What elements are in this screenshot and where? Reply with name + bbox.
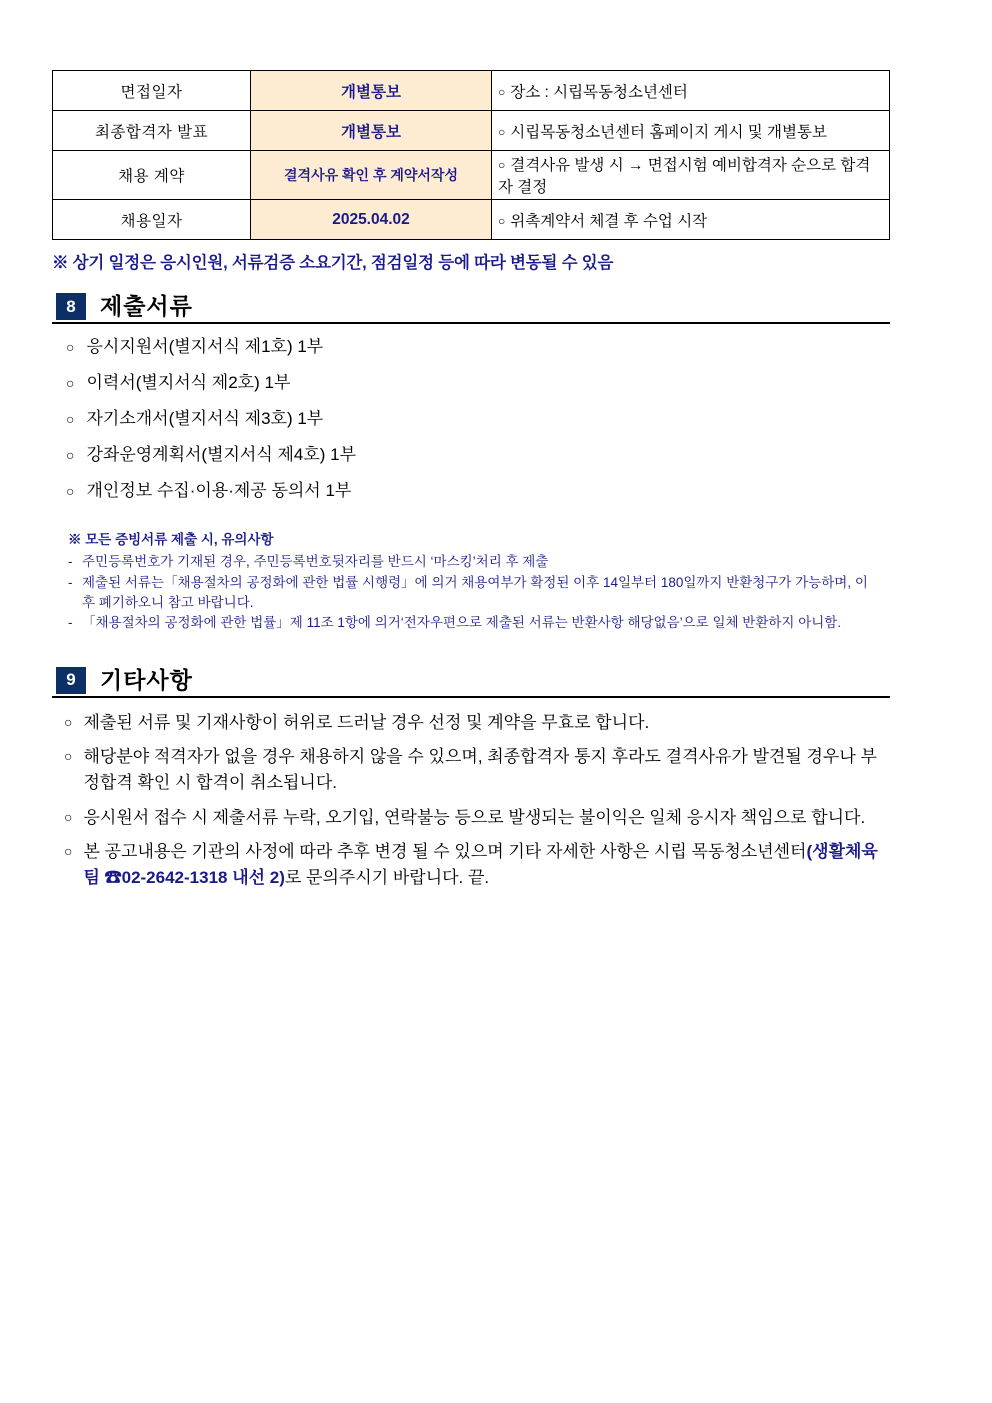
section-number-badge: 9 xyxy=(56,667,86,694)
list-item xyxy=(66,446,940,465)
circle-bullet-icon: ○ xyxy=(64,808,73,825)
section-title: 제출서류 xyxy=(100,293,193,319)
dash-bullet-icon: - xyxy=(68,554,73,570)
list-item xyxy=(64,744,940,797)
schedule-label: 채용 계약 xyxy=(53,151,251,200)
circle-bullet-icon: ○ xyxy=(64,713,73,730)
schedule-value: 개별통보 xyxy=(251,71,492,111)
caution-title: ※ 모든 증빙서류 제출 시, 유의사항 xyxy=(68,532,274,548)
caution-text: 주민등록번호가 기재된 경우, 주민등록번호뒷자리를 반드시 ‘마스킹’처리 후 제출 xyxy=(82,554,549,570)
schedule-note xyxy=(492,200,890,240)
list-item-label: 해당분야 적격자가 없을 경우 채용하지 않을 수 있으며, 최종합격자 통지 후라도 결격사유가 발견될 경우나 부정합격 확인 시 합격이 취소됩니다. xyxy=(83,747,877,793)
schedule-table xyxy=(52,70,890,240)
schedule-note-text: 위촉계약서 체결 후 수업 시작 xyxy=(510,212,708,230)
section-header xyxy=(52,293,890,324)
schedule-value: 2025.04.02 xyxy=(251,200,492,240)
list-item xyxy=(68,573,940,612)
dash-bullet-icon: - xyxy=(68,575,73,591)
dash-bullet-icon: - xyxy=(68,615,73,631)
section-header xyxy=(52,667,890,698)
list-item-label xyxy=(83,839,883,892)
table-row xyxy=(53,71,890,111)
circle-bullet-icon: ○ xyxy=(66,339,75,355)
section-number-badge: 8 xyxy=(56,293,86,320)
list-item-label: 강좌운영계획서(별지서식 제4호) 1부 xyxy=(86,444,357,464)
contact-post-text: 로 문의주시기 바랍니다. 끝. xyxy=(284,868,490,888)
circle-bullet-icon: ○ xyxy=(64,843,73,860)
schedule-note xyxy=(492,111,890,151)
schedule-label: 면접일자 xyxy=(53,71,251,111)
list-item-label: 응시원서 접수 시 제출서류 누락, 오기입, 연락불능 등으로 발생되는 불이익은 일체 응시자 책임으로 합니다. xyxy=(83,807,866,827)
circle-bullet-icon: ○ xyxy=(66,482,75,499)
schedule-note xyxy=(492,71,890,111)
circle-bullet-icon: ○ xyxy=(66,374,75,391)
schedule-table-body xyxy=(53,71,890,240)
table-row xyxy=(53,151,890,200)
section-submission-documents xyxy=(52,293,940,633)
table-row xyxy=(53,111,890,151)
circle-bullet-icon: ○ xyxy=(64,748,73,765)
caution-text: 제출된 서류는「채용절차의 공정화에 관한 법률 시행령」에 의거 채용여부가 확정된 이후 14일부터 180일까지 반환청구가 가능하며, 이후 폐기하오니 참고 바랍니다. xyxy=(82,575,868,610)
schedule-label: 채용일자 xyxy=(53,200,251,240)
list-item-label: 제출된 서류 및 기재사항이 허위로 드러날 경우 선정 및 계약을 무효로 합니다. xyxy=(83,712,650,732)
caution-text: 「채용절차의 공정화에 관한 법률」제 11조 1항에 의거‘전자우편으로 제출된 서류는 반환사항 해당없음’으로 일체 반환하지 아니함. xyxy=(82,615,842,631)
list-item xyxy=(66,410,940,429)
documents-list xyxy=(52,338,940,500)
other-matters-list xyxy=(52,710,940,892)
list-item xyxy=(68,613,940,633)
list-item xyxy=(64,710,940,736)
circle-bullet-icon: ○ xyxy=(498,84,506,99)
contact-phone: (생활체육팀 ☎02-2642-1318 내선 2) xyxy=(83,842,878,888)
list-item xyxy=(66,338,940,357)
caution-block xyxy=(68,528,940,632)
section-title: 기타사항 xyxy=(100,666,193,693)
circle-bullet-icon: ○ xyxy=(66,446,75,463)
list-item xyxy=(66,374,940,393)
list-item-label: 개인정보 수집·이용·제공 동의서 1부 xyxy=(86,480,352,500)
schedule-note xyxy=(492,151,890,200)
circle-bullet-icon: ○ xyxy=(498,158,506,172)
list-item-label: 이력서(별지서식 제2호) 1부 xyxy=(86,372,291,392)
circle-bullet-icon: ○ xyxy=(498,124,506,139)
schedule-value: 개별통보 xyxy=(251,111,492,151)
schedule-value: 결격사유 확인 후 계약서작성 xyxy=(251,151,492,200)
schedule-label: 최종합격자 발표 xyxy=(53,111,251,151)
table-row xyxy=(53,200,890,240)
list-item xyxy=(64,839,940,892)
list-item-label: 자기소개서(별지서식 제3호) 1부 xyxy=(86,408,324,428)
list-item xyxy=(64,805,940,831)
schedule-note-text: 결격사유 발생 시 → 면접시험 예비합격자 순으로 합격자 결정 xyxy=(498,157,871,196)
circle-bullet-icon: ○ xyxy=(498,213,506,228)
section-other-matters xyxy=(52,667,940,892)
caution-list xyxy=(68,552,940,632)
contact-pre-text: 본 공고내용은 기관의 사정에 따라 추후 변경 될 수 있으며 기타 자세한 사항은 시립 목동청소년센터 xyxy=(83,842,807,862)
schedule-footnote: ※ 상기 일정은 응시인원, 서류검증 소요기간, 점검일정 등에 따라 변동될 수 있음 xyxy=(52,254,614,272)
circle-bullet-icon: ○ xyxy=(66,410,75,427)
schedule-note-text: 시립목동청소년센터 홈페이지 게시 및 개별통보 xyxy=(510,123,827,141)
list-item xyxy=(66,482,940,501)
schedule-note-text: 장소 : 시립목동청소년센터 xyxy=(510,83,688,101)
list-item-label: 응시지원서(별지서식 제1호) 1부 xyxy=(86,337,324,356)
list-item xyxy=(68,552,940,572)
